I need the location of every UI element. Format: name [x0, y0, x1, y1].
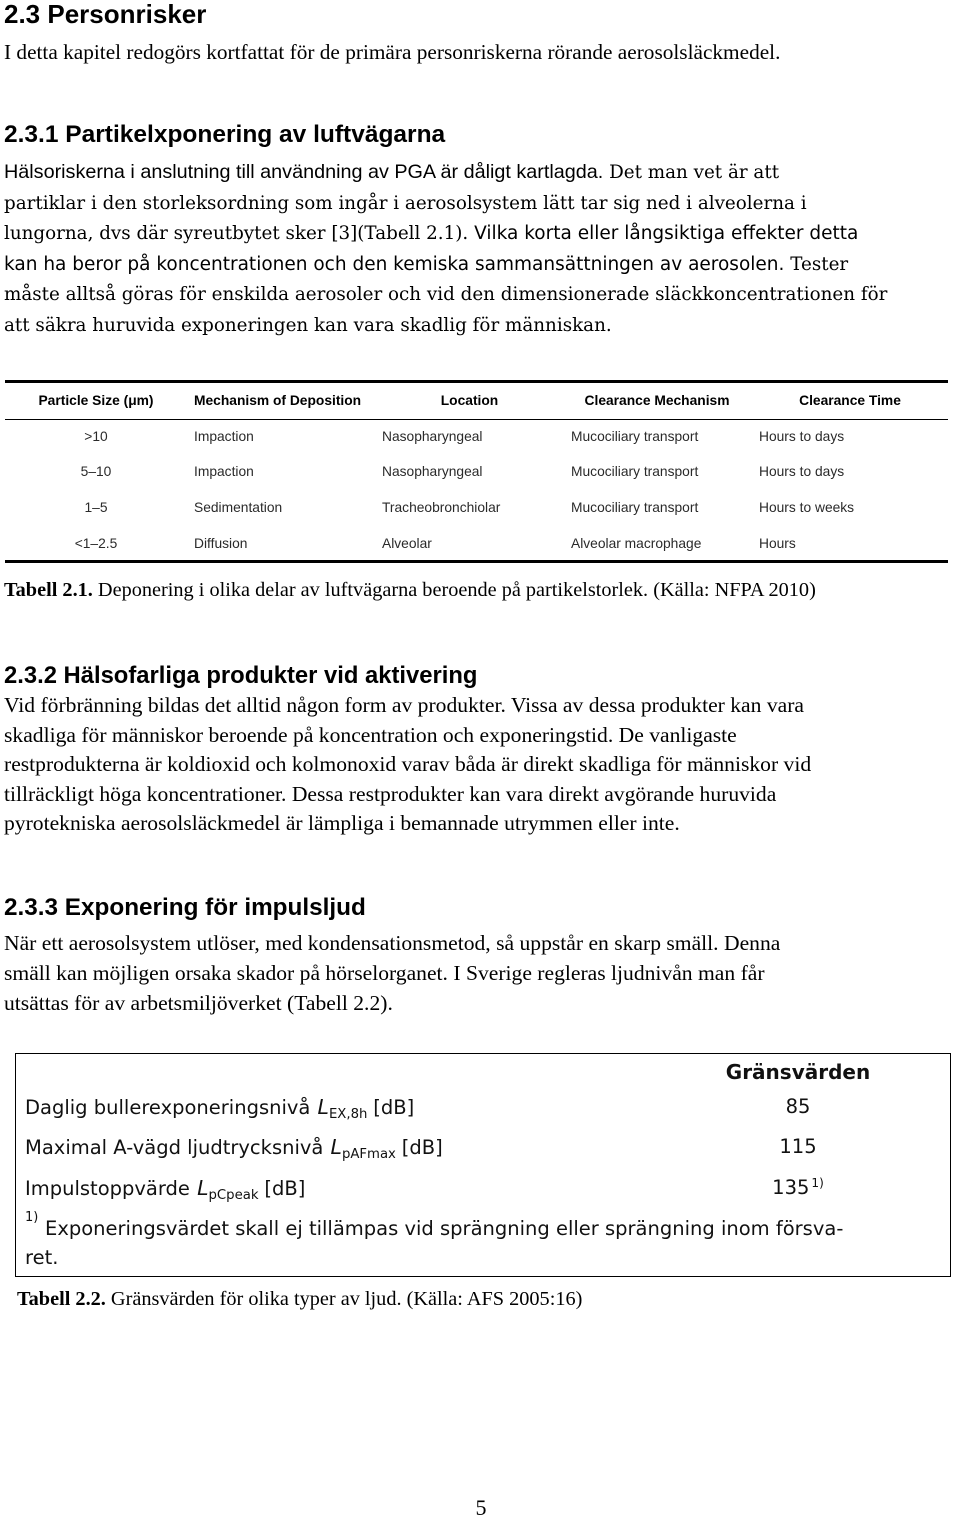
section-heading-2-3: 2.3 Personrisker	[4, 0, 207, 29]
row-value	[698, 1173, 898, 1205]
table-cell: Hours	[759, 536, 796, 551]
paragraph-line	[4, 311, 956, 342]
table-2-2-caption	[17, 1285, 947, 1313]
table-column-clearance-mechanism	[571, 378, 743, 563]
paragraph-line: utsättas för av arbetsmiljöverket (Tabell 2.2).	[4, 991, 393, 1015]
column-header: Mechanism of Deposition	[194, 393, 362, 408]
footnote-line: Exponeringsvärdet skall ej tillämpas vid sprängning eller sprängning inom försva-	[45, 1217, 844, 1240]
row-label	[25, 1092, 414, 1126]
table-2-2	[15, 1053, 951, 1277]
table-cell: Alveolar macrophage	[571, 536, 702, 551]
unit: [dB]	[401, 1136, 443, 1159]
section-heading-2-3-1: 2.3.1 Partikelxponering av luftvägarna	[4, 121, 446, 148]
table-column-mechanism	[194, 378, 372, 563]
label-text: Maximal A-vägd ljudtrycksnivå	[25, 1136, 324, 1159]
footnote-mark: 1)	[25, 1210, 39, 1225]
table-cell: 1–5	[84, 500, 108, 515]
value-text: 135	[772, 1176, 810, 1199]
paragraph-line: skadliga för människor beroende på koncentration och exponeringstid. De vanligaste	[4, 722, 737, 747]
column-header: Particle Size (μm)	[38, 393, 154, 408]
paragraph-line: smäll kan möjligen orsaka skador på hörselorganet. I Sverige regleras ljudnivån man får	[4, 961, 765, 985]
text-segment: måste alltså göras för enskilda aerosoler och vid den dimensionerade släckkoncentrationen för	[4, 284, 888, 305]
paragraph-line: tillräckligt höga koncentrationer. Dessa restprodukter kan vara direkt avgörande huruvida	[4, 781, 777, 806]
table-cell: Hours to days	[759, 464, 845, 479]
section-intro-paragraph: I detta kapitel redogörs kortfattat för de primära personriskerna rörande aerosolsläckmedel.	[4, 40, 781, 64]
value-text: 85	[785, 1095, 811, 1118]
table-column-clearance-time	[759, 378, 941, 563]
text-segment: lungorna, dvs där syreutbytet sker [3](Tabell 2.1).	[4, 223, 469, 244]
text-segment: partiklar i den storleksordning som ingår i aerosolsystem lätt tar sig ned i alveolerna i	[4, 192, 807, 214]
text-segment: att säkra huruvida exponeringen kan vara skadlig för människan.	[4, 314, 612, 336]
paragraph-line: pyrotekniska aerosolsläckmedel är lämpliga i bemannade utrymmen eller inte.	[4, 811, 680, 835]
paragraph-line	[4, 189, 956, 220]
label-text: Daglig bullerexponeringsnivå	[25, 1096, 311, 1119]
table-cell: Alveolar	[382, 536, 432, 551]
subscript: pCpeak	[208, 1188, 259, 1204]
table-cell: Hours to weeks	[759, 500, 855, 515]
section-2-3-3-paragraph	[4, 928, 956, 1018]
table-cell: Nasopharyngeal	[382, 464, 483, 479]
table-cell: >10	[84, 429, 108, 444]
column-header: Clearance Time	[799, 393, 901, 408]
text-segment: Hälsoriskerna i anslutning till användning av PGA är dåligt kartlagda.	[4, 161, 604, 183]
unit: [dB]	[264, 1177, 306, 1200]
table-cell: Mucociliary transport	[571, 429, 699, 444]
paragraph-line	[4, 219, 956, 250]
unit: [dB]	[373, 1096, 415, 1119]
table-column-particle-size	[30, 378, 162, 563]
caption-label: Tabell 2.2.	[17, 1288, 106, 1310]
section-heading-2-3-3: 2.3.3 Exponering för impulsljud	[4, 894, 366, 921]
row-value	[698, 1092, 898, 1122]
table-column-location	[382, 378, 557, 563]
paragraph-line: När ett aerosolsystem utlöser, med kondensationsmetod, så uppstår en skarp smäll. Denna	[4, 931, 781, 955]
text-segment: kan ha beror på koncentrationen och den kemiska sammansättningen av aerosolen.	[4, 253, 785, 275]
section-heading-2-3-2: 2.3.2 Hälsofarliga produkter vid aktivering	[4, 662, 478, 689]
column-header: Clearance Mechanism	[584, 393, 730, 408]
table-cell: Tracheobronchiolar	[382, 500, 501, 515]
table-cell: Diffusion	[194, 536, 248, 551]
value-text: 115	[779, 1135, 817, 1158]
table-cell: <1–2.5	[74, 536, 118, 551]
paragraph-line	[4, 280, 956, 311]
table-cell: Nasopharyngeal	[382, 429, 483, 444]
footnote-line: ret.	[25, 1246, 59, 1269]
column-header: Location	[440, 393, 499, 408]
paragraph-line: restprodukterna är koldioxid och kolmonoxid varav båda är direkt skadliga för människor vid	[4, 752, 812, 776]
section-2-3-2-paragraph	[4, 691, 956, 839]
subscript: pAFmax	[341, 1147, 396, 1163]
table-cell: Mucociliary transport	[571, 464, 699, 479]
text-segment: Det man vet är att	[603, 162, 780, 183]
text-segment: Tester	[784, 253, 849, 275]
caption-label: Tabell 2.1.	[4, 579, 93, 601]
symbol: L	[317, 1095, 329, 1119]
text-segment: Vilka korta eller långsiktiga effekter detta	[468, 223, 859, 244]
table-cell: Sedimentation	[194, 500, 283, 515]
paragraph-line	[4, 250, 956, 281]
caption-text: Gränsvärden för olika typer av ljud. (Källa: AFS 2005:16)	[105, 1288, 583, 1310]
row-label	[25, 1173, 305, 1207]
table-2-1-caption	[4, 576, 956, 604]
table-cell: Impaction	[194, 464, 254, 479]
page-number: 5	[475, 1495, 487, 1520]
paragraph-line: Vid förbränning bildas det alltid någon form av produkter. Vissa av dessa produkter kan vara	[4, 693, 804, 717]
column-header-limit-values: Gränsvärden	[725, 1060, 871, 1084]
caption-text: Deponering i olika delar av luftvägarna beroende på partikelstorlek. (Källa: NFPA 2010)	[92, 579, 816, 601]
footnote-reference: 1)	[811, 1176, 824, 1191]
row-label	[25, 1132, 443, 1166]
table-cell: 5–10	[80, 464, 112, 479]
table-cell: Hours to days	[759, 429, 845, 444]
section-2-3-1-paragraph	[4, 158, 956, 341]
table-cell: Impaction	[194, 429, 254, 444]
symbol: L	[330, 1135, 342, 1159]
paragraph-line	[4, 158, 956, 189]
row-value	[698, 1132, 898, 1162]
symbol: L	[197, 1176, 209, 1200]
label-text: Impulstoppvärde	[25, 1177, 190, 1200]
table-cell: Mucociliary transport	[571, 500, 699, 515]
subscript: EX,8h	[328, 1107, 368, 1123]
